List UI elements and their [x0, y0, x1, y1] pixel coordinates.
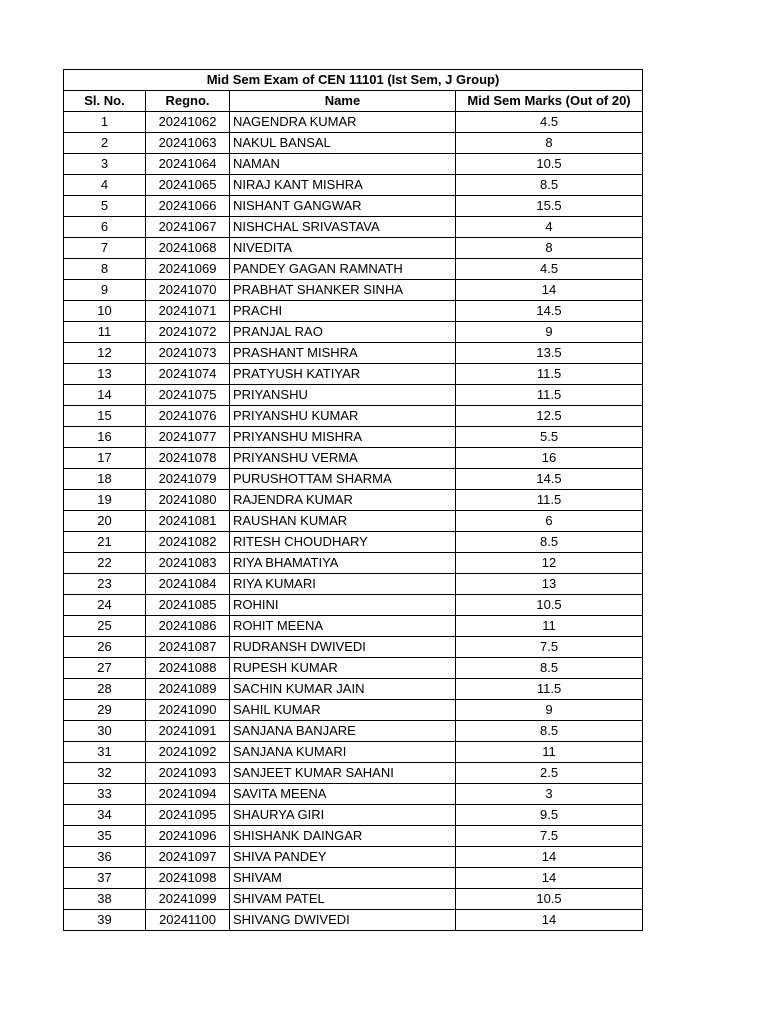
table-row — [64, 385, 643, 406]
sl-no-cell: 14 — [64, 385, 146, 406]
sl-no-cell: 22 — [64, 553, 146, 574]
regno-cell: 20241083 — [146, 553, 230, 574]
table-row — [64, 721, 643, 742]
regno-cell: 20241082 — [146, 532, 230, 553]
sl-no-cell: 26 — [64, 637, 146, 658]
name-cell: PRABHAT SHANKER SINHA — [230, 280, 456, 301]
marks-cell: 4.5 — [456, 259, 643, 280]
sl-no-cell: 9 — [64, 280, 146, 301]
regno-cell: 20241094 — [146, 784, 230, 805]
name-cell: SAVITA MEENA — [230, 784, 456, 805]
marks-table — [63, 69, 643, 931]
name-cell: PRIYANSHU KUMAR — [230, 406, 456, 427]
marks-cell: 12 — [456, 553, 643, 574]
marks-cell: 14 — [456, 280, 643, 301]
table-row — [64, 154, 643, 175]
name-cell: RITESH CHOUDHARY — [230, 532, 456, 553]
table-row — [64, 847, 643, 868]
marks-cell: 11.5 — [456, 385, 643, 406]
marks-cell: 11.5 — [456, 679, 643, 700]
sl-no-cell: 11 — [64, 322, 146, 343]
regno-cell: 20241071 — [146, 301, 230, 322]
table-row — [64, 742, 643, 763]
marks-cell: 10.5 — [456, 154, 643, 175]
table-row — [64, 616, 643, 637]
name-cell: RIYA BHAMATIYA — [230, 553, 456, 574]
marks-cell: 7.5 — [456, 637, 643, 658]
table-row — [64, 910, 643, 931]
sl-no-cell: 21 — [64, 532, 146, 553]
name-cell: SHIVAM — [230, 868, 456, 889]
table-row — [64, 343, 643, 364]
regno-cell: 20241088 — [146, 658, 230, 679]
marks-cell: 6 — [456, 511, 643, 532]
table-row — [64, 511, 643, 532]
name-cell: SACHIN KUMAR JAIN — [230, 679, 456, 700]
marks-cell: 8.5 — [456, 658, 643, 679]
table-row — [64, 658, 643, 679]
name-cell: ROHIT MEENA — [230, 616, 456, 637]
table-row — [64, 637, 643, 658]
name-cell: NAGENDRA KUMAR — [230, 112, 456, 133]
name-cell: ROHINI — [230, 595, 456, 616]
regno-cell: 20241085 — [146, 595, 230, 616]
marks-cell: 15.5 — [456, 196, 643, 217]
table-row — [64, 112, 643, 133]
marks-cell: 4 — [456, 217, 643, 238]
name-cell: RAJENDRA KUMAR — [230, 490, 456, 511]
marks-cell: 11.5 — [456, 364, 643, 385]
table-row — [64, 406, 643, 427]
name-cell: SHIVA PANDEY — [230, 847, 456, 868]
col-header-regno: Regno. — [146, 91, 230, 112]
col-header-marks: Mid Sem Marks (Out of 20) — [456, 91, 643, 112]
regno-cell: 20241074 — [146, 364, 230, 385]
regno-cell: 20241086 — [146, 616, 230, 637]
name-cell: RAUSHAN KUMAR — [230, 511, 456, 532]
regno-cell: 20241073 — [146, 343, 230, 364]
table-row — [64, 868, 643, 889]
name-cell: RUDRANSH DWIVEDI — [230, 637, 456, 658]
regno-cell: 20241089 — [146, 679, 230, 700]
marks-cell: 8 — [456, 238, 643, 259]
marks-cell: 5.5 — [456, 427, 643, 448]
regno-cell: 20241099 — [146, 889, 230, 910]
name-cell: SHISHANK DAINGAR — [230, 826, 456, 847]
table-row — [64, 217, 643, 238]
marks-cell: 10.5 — [456, 889, 643, 910]
table-row — [64, 679, 643, 700]
table-title: Mid Sem Exam of CEN 11101 (Ist Sem, J Group) — [64, 70, 643, 91]
name-cell: SANJEET KUMAR SAHANI — [230, 763, 456, 784]
regno-cell: 20241084 — [146, 574, 230, 595]
sl-no-cell: 6 — [64, 217, 146, 238]
sl-no-cell: 39 — [64, 910, 146, 931]
regno-cell: 20241070 — [146, 280, 230, 301]
name-cell: PRATYUSH KATIYAR — [230, 364, 456, 385]
regno-cell: 20241063 — [146, 133, 230, 154]
sl-no-cell: 31 — [64, 742, 146, 763]
sl-no-cell: 20 — [64, 511, 146, 532]
table-row — [64, 469, 643, 490]
regno-cell: 20241092 — [146, 742, 230, 763]
marks-cell: 16 — [456, 448, 643, 469]
table-row — [64, 763, 643, 784]
marks-cell: 10.5 — [456, 595, 643, 616]
sl-no-cell: 23 — [64, 574, 146, 595]
regno-cell: 20241065 — [146, 175, 230, 196]
marks-cell: 7.5 — [456, 826, 643, 847]
sl-no-cell: 1 — [64, 112, 146, 133]
table-row — [64, 700, 643, 721]
table-row — [64, 196, 643, 217]
table-row — [64, 889, 643, 910]
marks-cell: 14 — [456, 847, 643, 868]
table-row — [64, 490, 643, 511]
marks-cell: 8.5 — [456, 175, 643, 196]
marks-cell: 11 — [456, 616, 643, 637]
sl-no-cell: 16 — [64, 427, 146, 448]
marks-cell: 9 — [456, 322, 643, 343]
sl-no-cell: 30 — [64, 721, 146, 742]
marks-cell: 2.5 — [456, 763, 643, 784]
sl-no-cell: 12 — [64, 343, 146, 364]
marks-cell: 9 — [456, 700, 643, 721]
name-cell: NIRAJ KANT MISHRA — [230, 175, 456, 196]
title-row — [64, 70, 643, 91]
sl-no-cell: 17 — [64, 448, 146, 469]
regno-cell: 20241081 — [146, 511, 230, 532]
marks-cell: 8.5 — [456, 721, 643, 742]
sl-no-cell: 29 — [64, 700, 146, 721]
name-cell: NIVEDITA — [230, 238, 456, 259]
name-cell: SAHIL KUMAR — [230, 700, 456, 721]
regno-cell: 20241075 — [146, 385, 230, 406]
regno-cell: 20241079 — [146, 469, 230, 490]
name-cell: PANDEY GAGAN RAMNATH — [230, 259, 456, 280]
name-cell: PRANJAL RAO — [230, 322, 456, 343]
table-row — [64, 259, 643, 280]
regno-cell: 20241091 — [146, 721, 230, 742]
regno-cell: 20241066 — [146, 196, 230, 217]
sl-no-cell: 34 — [64, 805, 146, 826]
sl-no-cell: 13 — [64, 364, 146, 385]
sl-no-cell: 3 — [64, 154, 146, 175]
marks-cell: 14.5 — [456, 301, 643, 322]
table-row — [64, 238, 643, 259]
name-cell: SANJANA BANJARE — [230, 721, 456, 742]
sl-no-cell: 10 — [64, 301, 146, 322]
sl-no-cell: 33 — [64, 784, 146, 805]
regno-cell: 20241076 — [146, 406, 230, 427]
regno-cell: 20241100 — [146, 910, 230, 931]
sl-no-cell: 27 — [64, 658, 146, 679]
marks-cell: 8.5 — [456, 532, 643, 553]
sl-no-cell: 37 — [64, 868, 146, 889]
table-row — [64, 595, 643, 616]
marks-cell: 14 — [456, 868, 643, 889]
regno-cell: 20241064 — [146, 154, 230, 175]
name-cell: RUPESH KUMAR — [230, 658, 456, 679]
table-row — [64, 322, 643, 343]
name-cell: NISHCHAL SRIVASTAVA — [230, 217, 456, 238]
table-body — [64, 112, 643, 931]
table-row — [64, 826, 643, 847]
regno-cell: 20241098 — [146, 868, 230, 889]
sl-no-cell: 19 — [64, 490, 146, 511]
name-cell: SHAURYA GIRI — [230, 805, 456, 826]
name-cell: PRIYANSHU VERMA — [230, 448, 456, 469]
regno-cell: 20241080 — [146, 490, 230, 511]
table-row — [64, 784, 643, 805]
sl-no-cell: 36 — [64, 847, 146, 868]
table-row — [64, 553, 643, 574]
table-row — [64, 175, 643, 196]
marks-cell: 3 — [456, 784, 643, 805]
marks-cell: 8 — [456, 133, 643, 154]
table-row — [64, 448, 643, 469]
sl-no-cell: 7 — [64, 238, 146, 259]
name-cell: SHIVAM PATEL — [230, 889, 456, 910]
col-header-sl-no: Sl. No. — [64, 91, 146, 112]
regno-cell: 20241090 — [146, 700, 230, 721]
sl-no-cell: 2 — [64, 133, 146, 154]
table-row — [64, 133, 643, 154]
marks-cell: 13.5 — [456, 343, 643, 364]
regno-cell: 20241087 — [146, 637, 230, 658]
marks-cell: 11 — [456, 742, 643, 763]
regno-cell: 20241097 — [146, 847, 230, 868]
sl-no-cell: 8 — [64, 259, 146, 280]
name-cell: PRIYANSHU — [230, 385, 456, 406]
name-cell: PURUSHOTTAM SHARMA — [230, 469, 456, 490]
sl-no-cell: 35 — [64, 826, 146, 847]
sl-no-cell: 28 — [64, 679, 146, 700]
table-row — [64, 301, 643, 322]
name-cell: NAMAN — [230, 154, 456, 175]
regno-cell: 20241078 — [146, 448, 230, 469]
marks-cell: 14.5 — [456, 469, 643, 490]
name-cell: PRASHANT MISHRA — [230, 343, 456, 364]
regno-cell: 20241096 — [146, 826, 230, 847]
table-row — [64, 574, 643, 595]
name-cell: PRIYANSHU MISHRA — [230, 427, 456, 448]
sl-no-cell: 32 — [64, 763, 146, 784]
table-row — [64, 427, 643, 448]
header-row — [64, 91, 643, 112]
marks-cell: 14 — [456, 910, 643, 931]
sl-no-cell: 4 — [64, 175, 146, 196]
regno-cell: 20241095 — [146, 805, 230, 826]
name-cell: RIYA KUMARI — [230, 574, 456, 595]
regno-cell: 20241069 — [146, 259, 230, 280]
marks-cell: 12.5 — [456, 406, 643, 427]
table-row — [64, 532, 643, 553]
name-cell: SHIVANG DWIVEDI — [230, 910, 456, 931]
regno-cell: 20241072 — [146, 322, 230, 343]
name-cell: NISHANT GANGWAR — [230, 196, 456, 217]
name-cell: PRACHI — [230, 301, 456, 322]
table-row — [64, 280, 643, 301]
regno-cell: 20241093 — [146, 763, 230, 784]
name-cell: NAKUL BANSAL — [230, 133, 456, 154]
regno-cell: 20241062 — [146, 112, 230, 133]
regno-cell: 20241068 — [146, 238, 230, 259]
col-header-name: Name — [230, 91, 456, 112]
sl-no-cell: 25 — [64, 616, 146, 637]
table-row — [64, 364, 643, 385]
marks-cell: 11.5 — [456, 490, 643, 511]
marks-cell: 4.5 — [456, 112, 643, 133]
sl-no-cell: 5 — [64, 196, 146, 217]
regno-cell: 20241067 — [146, 217, 230, 238]
regno-cell: 20241077 — [146, 427, 230, 448]
sl-no-cell: 18 — [64, 469, 146, 490]
sl-no-cell: 24 — [64, 595, 146, 616]
sl-no-cell: 15 — [64, 406, 146, 427]
name-cell: SANJANA KUMARI — [230, 742, 456, 763]
marks-cell: 13 — [456, 574, 643, 595]
table-row — [64, 805, 643, 826]
sl-no-cell: 38 — [64, 889, 146, 910]
marks-cell: 9.5 — [456, 805, 643, 826]
